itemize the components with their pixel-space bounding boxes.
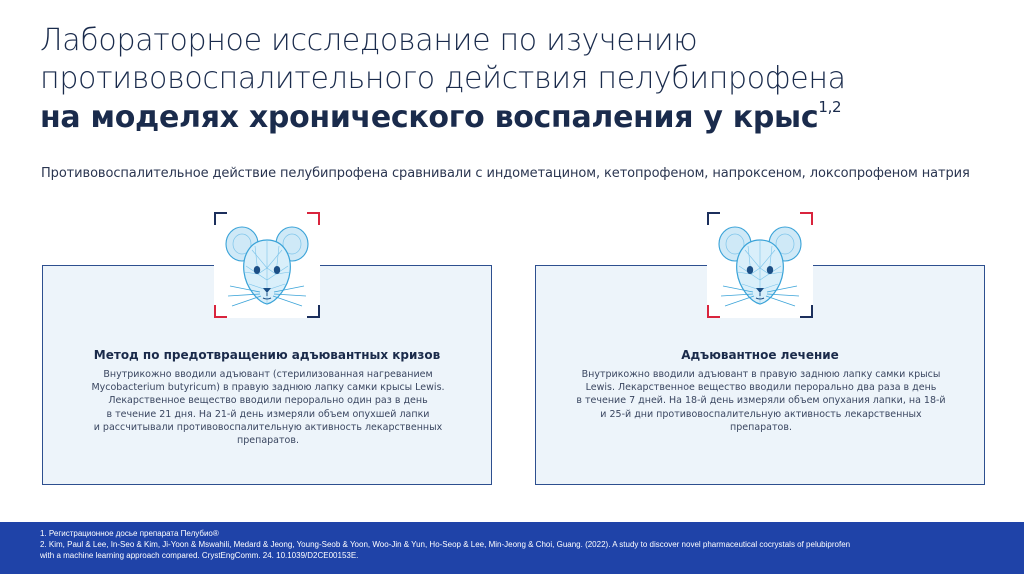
- title-line-2: противовоспалительного действия пелубипрофена: [40, 61, 846, 96]
- title-line-1: Лабораторное исследование по изучению: [40, 23, 698, 58]
- card-text-line: Внутрикожно вводили адъювант в правую заднюю лапку самки крысы: [581, 369, 941, 380]
- card-text-line: в течение 21 дня. На 21-й день измеряли объем опухшей лапки: [106, 408, 430, 420]
- card-text-line: и 25-й дни противовоспалительную активность лекарственных: [600, 408, 922, 420]
- card-text-line: Лекарственное вещество вводили перорально один раз в день: [108, 395, 428, 407]
- reference-2-line-1: 2. Kim, Paul & Lee, In-Seo & Kim, Ji-Yoon & Mswahili, Medard & Jeong, Young-Seob & Yoon, Woo-Jin & Yun, Ho-Seop & Lee, Min-Jeong & Choi, Guang. (2022). A study to discover novel pharmaceutical cocrystals of pelubiprofen: [40, 540, 851, 549]
- rat-icon-frame-left: [214, 212, 320, 318]
- rat-head-icon: [715, 218, 805, 312]
- rat-head-icon: [222, 218, 312, 312]
- card-text-line: препаратов.: [730, 421, 792, 433]
- title-line-3: [40, 98, 1000, 138]
- card-title: Адъювантное лечение: [681, 348, 839, 362]
- slide-subtitle: Противовоспалительное действие пелубипрофена сравнивали с индометацином, кетопрофеном, напроксеном, локсопрофеном натрия: [41, 166, 970, 181]
- card-description: [73, 368, 463, 447]
- card-text-line: препаратов.: [237, 435, 299, 447]
- card-text-line: Внутрикожно вводили адъювант (стерилизованная нагреванием: [103, 369, 433, 380]
- card-title: Метод по предотвращению адъювантных кризов: [93, 348, 441, 362]
- title-reference-superscript: 1,2: [818, 98, 842, 116]
- card-text-line: и рассчитывали противовоспалительную активность лекарственных: [93, 421, 443, 433]
- card-description: [566, 368, 956, 434]
- card-text-line: Mycobacterium butyricum) в правую заднюю лапку самки крысы Lewis.: [91, 382, 445, 394]
- reference-2-line-2: with a machine learning approach compared. CrystEngComm. 24. 10.1039/D2CE00153E.: [40, 551, 359, 560]
- title-line-3-text: на моделях хронического воспаления у крыс: [40, 100, 819, 135]
- reference-1: 1. Регистрационное досье препарата Пелубио®: [40, 529, 219, 538]
- card-text-line: в течение 7 дней. На 18-й день измеряли объем опухания лапки, на 18-й: [576, 395, 946, 407]
- slide-title: [40, 22, 1000, 138]
- rat-icon-frame-right: [707, 212, 813, 318]
- references-footer: [0, 522, 1024, 574]
- card-text-line: Lewis. Лекарственное вещество вводили перорально два раза в день: [585, 382, 937, 394]
